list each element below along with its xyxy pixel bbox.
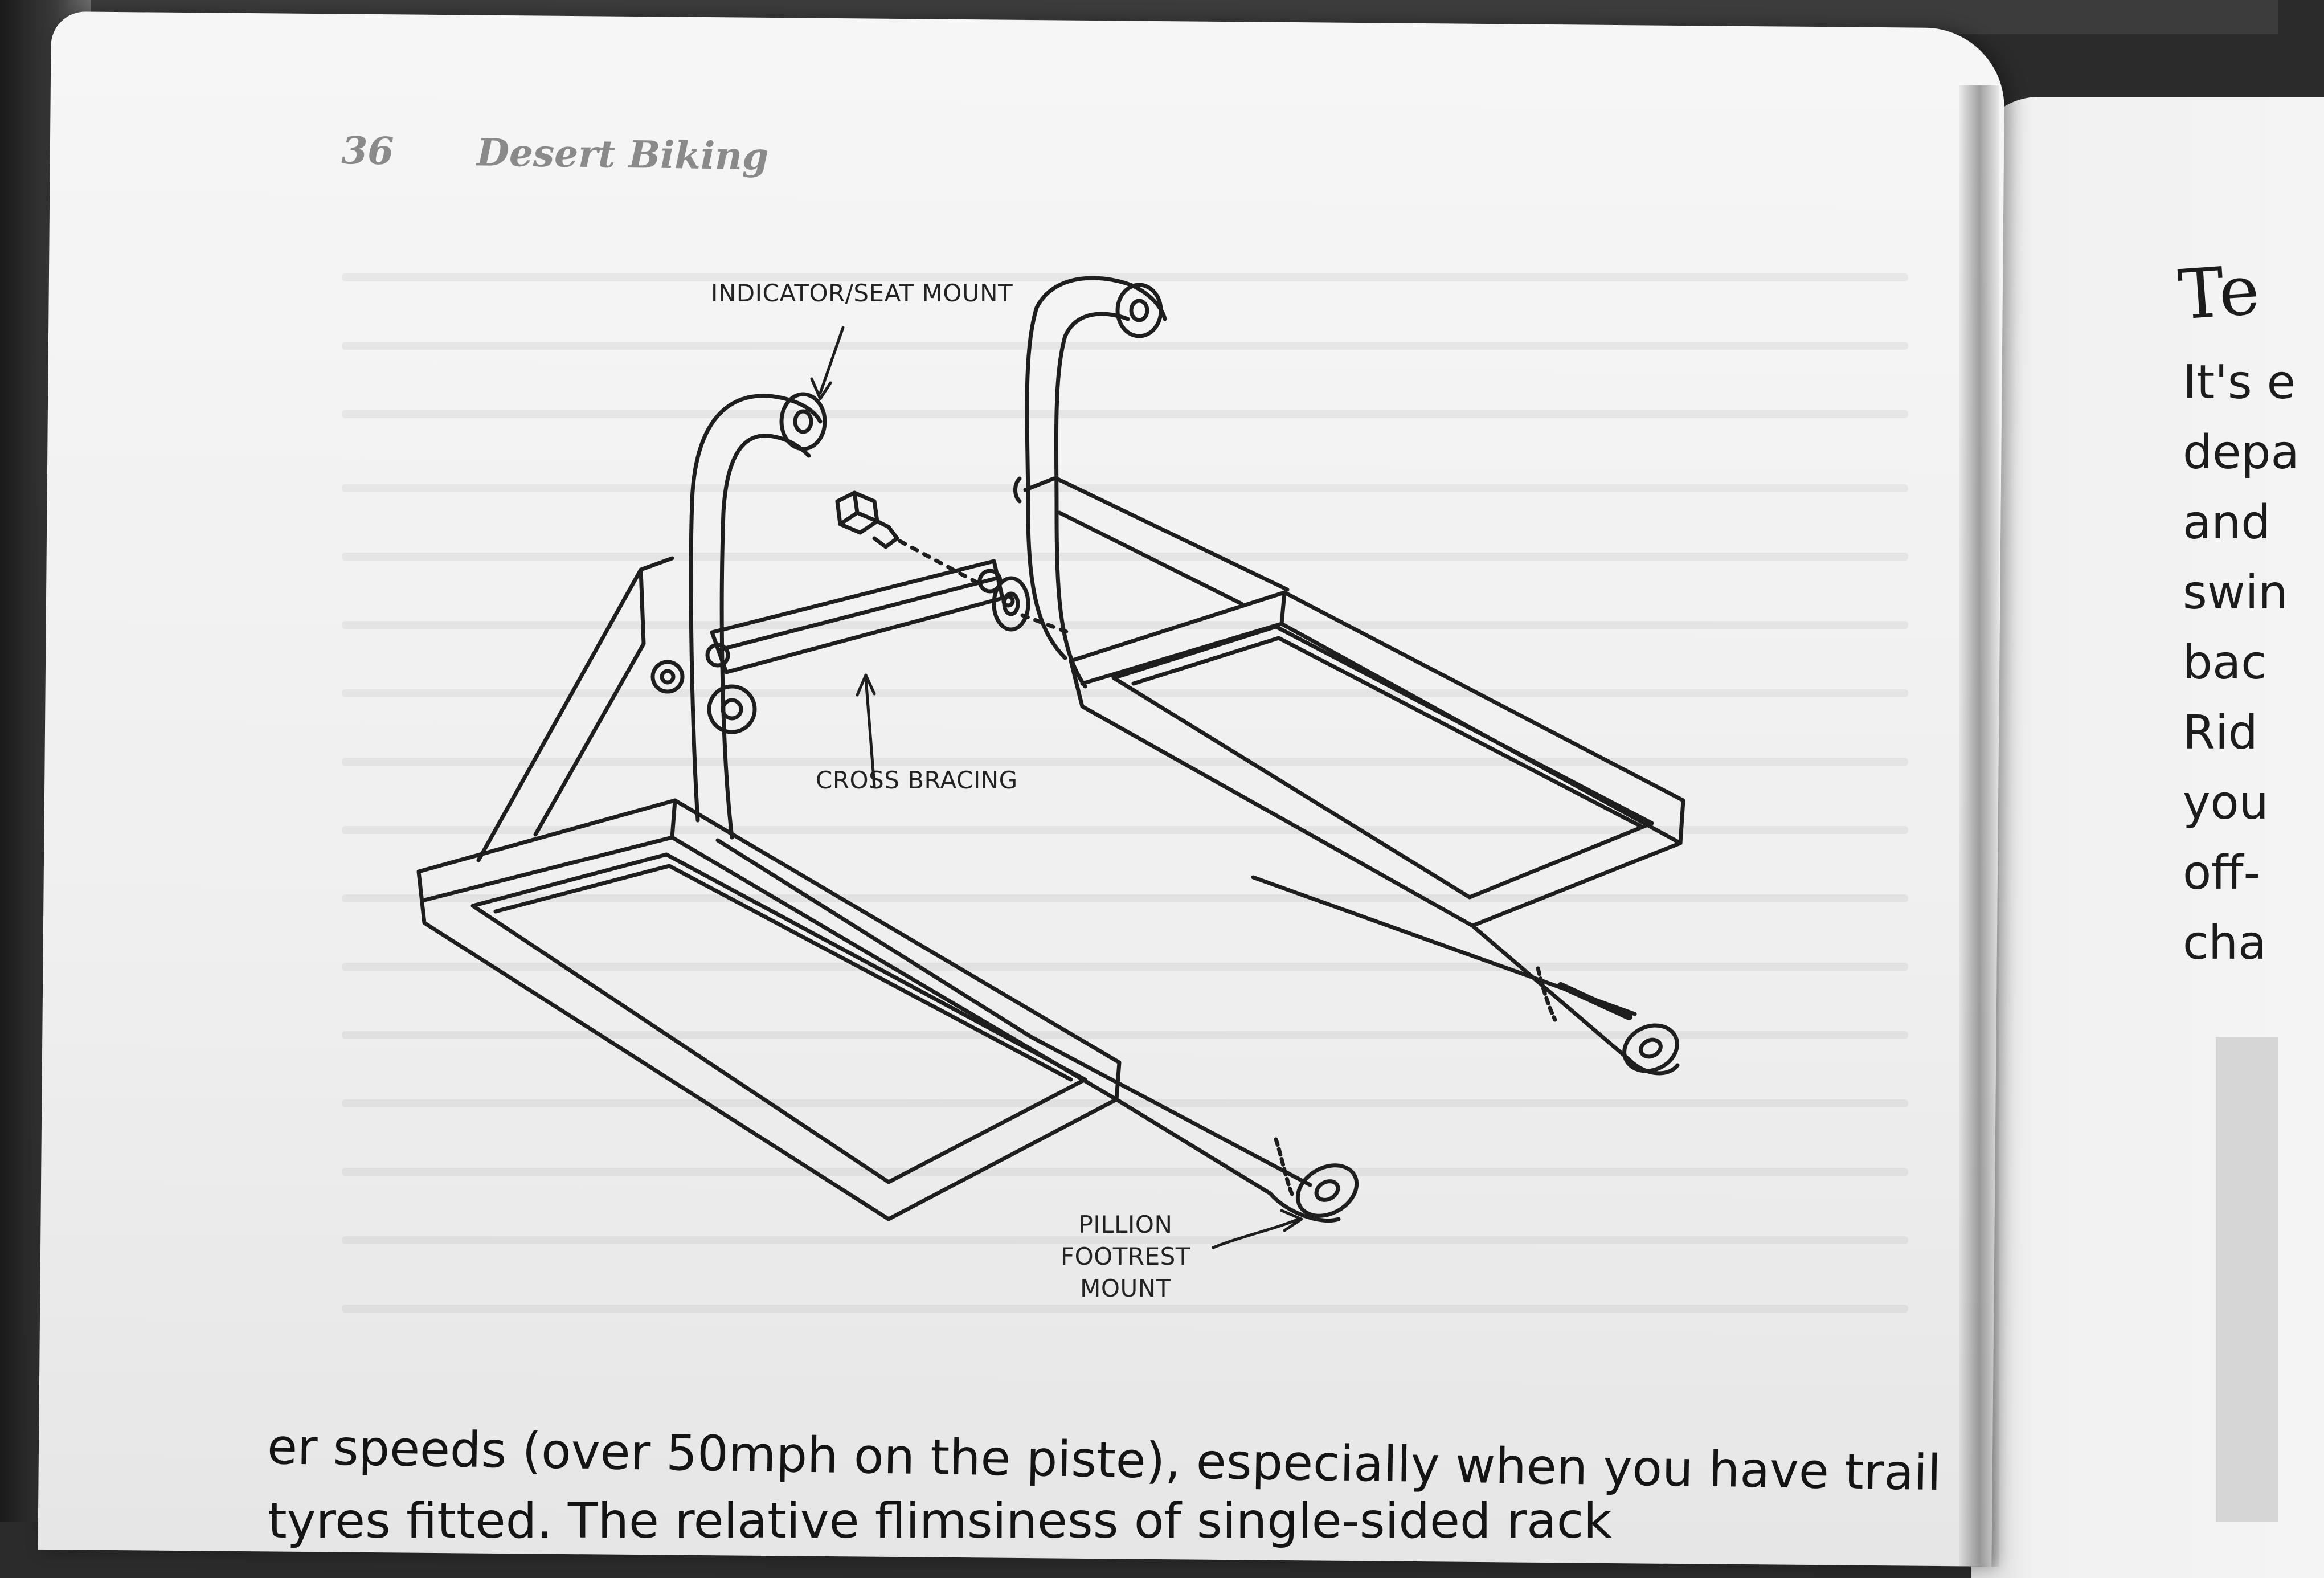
right-upright-tube bbox=[994, 278, 1165, 686]
facing-page-line: Rid bbox=[2183, 706, 2258, 760]
facing-page-line: off- bbox=[2183, 846, 2261, 900]
label-pillion-line: FOOTREST bbox=[1061, 1242, 1190, 1270]
facing-page-line: you bbox=[2183, 776, 2269, 830]
facing-page-line: It's e bbox=[2183, 355, 2296, 410]
bolt-path-dotted bbox=[900, 541, 980, 584]
book-title: Desert Biking bbox=[476, 130, 769, 179]
right-tray bbox=[1071, 592, 1683, 926]
facing-page-heading: Te bbox=[2176, 251, 2262, 336]
facing-page-text bbox=[2183, 348, 2300, 978]
label-pillion-line: PILLION bbox=[1078, 1211, 1173, 1238]
page-number: 36 bbox=[341, 128, 394, 174]
facing-page-line: depa bbox=[2183, 426, 2300, 480]
left-upright-tube bbox=[691, 394, 825, 837]
body-text-line-cut: tyres fitted. The relative flimsiness of single-sided rack bbox=[268, 1493, 1612, 1550]
label-pillion-footrest-mount bbox=[1061, 1209, 1190, 1305]
left-diagonal-strut bbox=[478, 558, 672, 860]
facing-page-image-block bbox=[2216, 1037, 2278, 1522]
left-tray bbox=[419, 800, 1119, 1219]
right-long-rail bbox=[1253, 877, 1685, 1080]
facing-page-line: swin bbox=[2183, 566, 2288, 620]
right-upper-rail bbox=[1025, 479, 1287, 604]
label-indicator-seat-mount: INDICATOR/SEAT MOUNT bbox=[711, 279, 1013, 307]
cross-bracing-bar bbox=[707, 561, 1003, 672]
left-long-rail bbox=[718, 840, 1366, 1226]
facing-page-line: cha bbox=[2183, 916, 2267, 970]
facing-page-line: and bbox=[2183, 496, 2271, 550]
loose-bolt bbox=[837, 493, 897, 547]
body-text-line: er speeds (over 50mph on the piste), especially when you have trail bbox=[267, 1418, 1942, 1502]
facing-page-line: bac bbox=[2183, 636, 2267, 690]
label-cross-bracing: CROSS BRACING bbox=[816, 766, 1018, 794]
left-bolt-boss bbox=[709, 686, 755, 732]
label-pillion-line: MOUNT bbox=[1080, 1274, 1171, 1302]
